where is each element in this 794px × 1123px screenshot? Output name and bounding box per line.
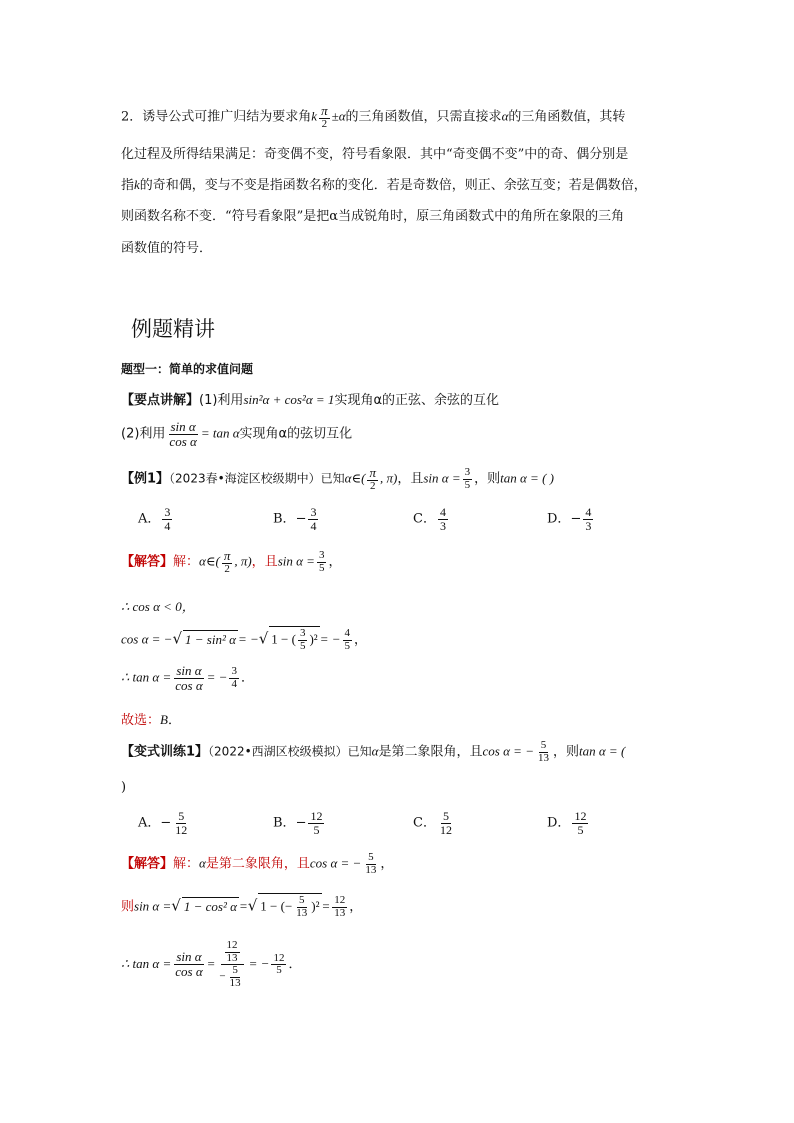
example1-answer-line-1: 【解答】解：α∈( $\frac{\pi}{2}$ , π)，且sin α = $\frac{3}{5}$ ，	[121, 548, 342, 575]
type1-title: 题型一：简单的求值问题	[121, 362, 254, 376]
option-b[interactable]: B．− $\frac{12}{5}$	[273, 809, 323, 837]
example1-answer-line-4: ∴ tan α = $\frac{\text{sin α}}{\text{cos α}}$ = − $\frac{3}{4}$ ．	[121, 663, 254, 693]
intro-line-4: 则函数名称不变．“符号看象限”是把α当成锐角时，原三角函数式中的角所在象限的三角	[121, 209, 625, 224]
identity-formula: sin²α + cos²α = 1	[243, 392, 335, 407]
answer-label: 【解答】	[121, 856, 174, 872]
option-b[interactable]: B．− $\frac{3}{4}$	[273, 505, 317, 533]
variant1-answer-line-2: 则sin α =√ 1 − cos² α =√ 1 − (− $\frac{5}{13}$ )² = $\frac{12}{13}$ ，	[121, 894, 363, 919]
option-d[interactable]: D． $\frac{12}{5}$	[547, 809, 587, 837]
example1-choice: 故选：B．	[121, 712, 181, 728]
option-d[interactable]: D．− $\frac{4}{3}$	[547, 505, 592, 533]
intro-line-2: 化过程及所得结果满足：奇变偶不变，符号看象限．其中“奇变偶不变”中的奇、偶分别是	[121, 147, 629, 162]
intro-line-5: 函数值的符号．	[121, 241, 213, 256]
intro-text: 2．诱导公式可推广归结为要求角	[121, 109, 312, 125]
variant1-answer-line-3: ∴ tan α = $\frac{\text{sin α}}{\text{cos α}}$ = $\frac{12}{13}$ − $\frac{5}{13}$ = − $\frac{12}{5}$ ．	[121, 939, 302, 989]
variant-label: 【变式训练1】	[121, 744, 209, 760]
math-pm-alpha: ±α	[331, 108, 346, 124]
intro-line-3: 指k的奇和偶，变与不变是指函数名称的变化．若是奇数倍，则正、余弦互变；若是偶数倍，	[121, 177, 647, 193]
fraction-sin-over-cos: $\frac{\text{sin α}}{\text{cos α}}$	[169, 419, 197, 449]
compound-fraction: $\frac{12}{13}$ − $\frac{5}{13}$	[217, 940, 246, 989]
option-c[interactable]: C． $\frac{4}{3}$	[413, 505, 446, 533]
math-k: k	[311, 108, 318, 124]
option-a[interactable]: A．− $\frac{5}{12}$	[138, 809, 188, 837]
intro-line-1: 2．诱导公式可推广归结为要求角k $\frac{\pi}{2}$ ±α的三角函数值，只需直接求α的三角函数值，其转	[121, 103, 626, 130]
example1-answer-line-3: cos α = −√ 1 − sin² α = −√ 1 − ( $\frac{3}{5}$ )² = − $\frac{4}{5}$ ，	[121, 627, 368, 652]
section-title: 例题精讲	[131, 317, 215, 341]
variant1-answer-line-1: 【解答】解：α是第二象限角，且cos α = − $\frac{5}{13}$ ，	[121, 851, 394, 876]
option-c[interactable]: C． $\frac{5}{12}$	[413, 809, 452, 837]
variant1-close-paren: )	[121, 780, 127, 795]
option-a[interactable]: A． $\frac{3}{4}$	[138, 505, 171, 533]
example1-answer-line-2: ∴ cos α < 0，	[121, 599, 195, 614]
key-point-1: 【要点讲解】(1)利用sin²α + cos²α = 1实现角α的正弦、余弦的互化	[121, 392, 500, 408]
fraction-pi-over-2: $\frac{\pi}{2}$	[321, 103, 328, 130]
key-label: 【要点讲解】	[121, 393, 200, 408]
example1-question: 【例1】（2023春•海淀区校级期中）已知α∈( $\frac{\pi}{2}$ , π)，且sin α = $\frac{3}{5}$ ，则tan α = ( )	[121, 465, 554, 492]
variant1-question: 【变式训练1】（2022•西湖区校级模拟）已知α是第二象限角，且cos α = − $\frac{5}{13}$ ，则tan α = (	[121, 739, 626, 764]
example-label: 【例1】	[121, 471, 170, 487]
answer-label: 【解答】	[121, 554, 174, 570]
key-point-2: (2)利用 $\frac{\text{sin α}}{\text{cos α}}$ = tan α实现角α的弦切互化	[121, 419, 353, 449]
